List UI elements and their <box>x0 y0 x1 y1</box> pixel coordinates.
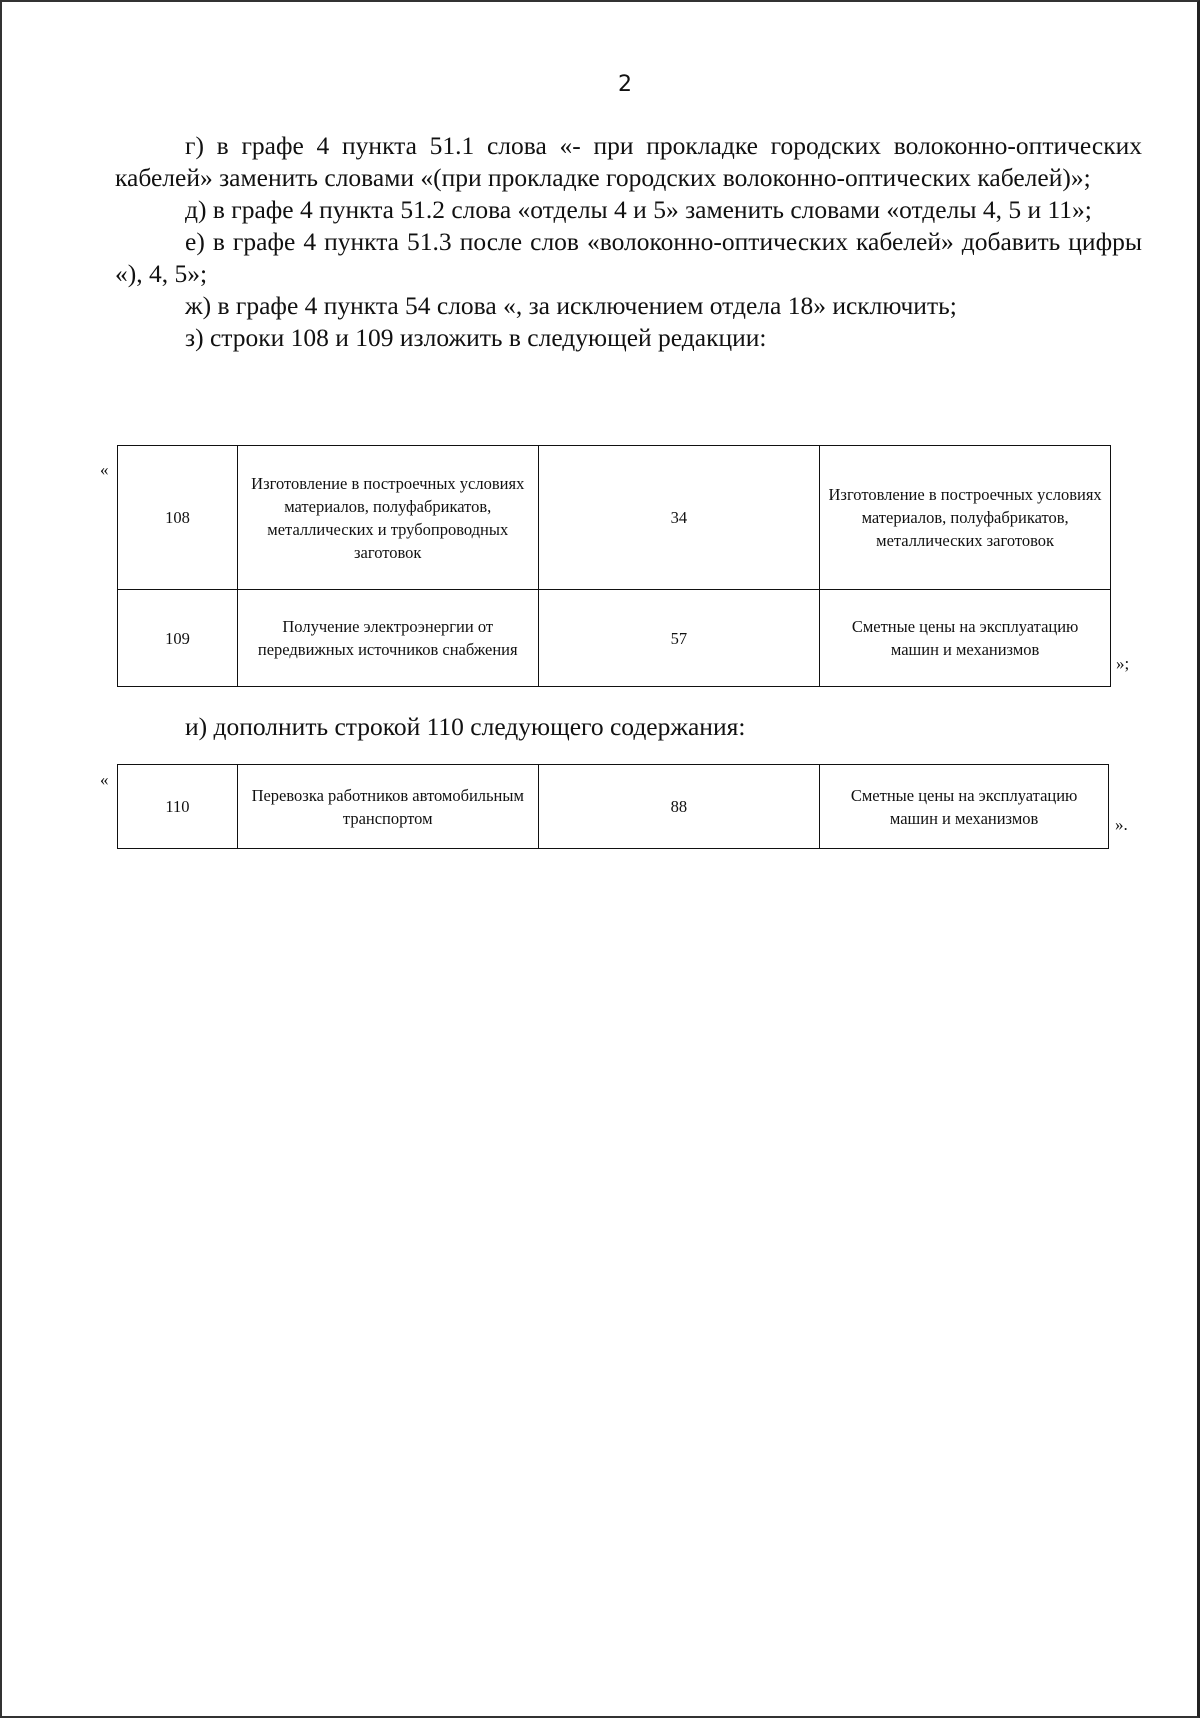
row-number: 109 <box>118 590 238 687</box>
row-name: Получение электроэнергии от передвижных источников снабжения <box>237 590 538 687</box>
paragraph-g: г) в графе 4 пункта 51.1 слова «- при прокладке городских волоконно-оптических кабелей» заменить словами «(при прокладке городских волоконно-оптических кабелей)»; <box>115 131 1142 192</box>
paragraph-e: е) в графе 4 пункта 51.3 после слов «волоконно-оптических кабелей» добавить цифры «), 4, 5»; <box>115 227 1142 288</box>
row-number: 110 <box>118 765 238 849</box>
row-number: 108 <box>118 446 238 590</box>
page-number: 2 <box>618 72 632 97</box>
row-source: Сметные цены на эксплуатацию машин и механизмов <box>820 590 1111 687</box>
table2-close-quote: ». <box>1115 815 1128 834</box>
row-name: Перевозка работников автомобильным транспортом <box>237 765 538 849</box>
table-row <box>118 446 1111 590</box>
table-row-110 <box>117 764 1109 849</box>
row-code: 57 <box>538 590 820 687</box>
paragraph-d: д) в графе 4 пункта 51.2 слова «отделы 4 и 5» заменить словами «отделы 4, 5 и 11»; <box>185 195 1092 224</box>
paragraph-i: и) дополнить строкой 110 следующего содержания: <box>185 712 746 741</box>
row-source: Сметные цены на эксплуатацию машин и механизмов <box>820 765 1109 849</box>
table-rows-108-109 <box>117 445 1111 687</box>
table1-close-quote: »; <box>1116 654 1130 673</box>
row-source: Изготовление в построечных условиях материалов, полуфабрикатов, металлических заготовок <box>820 446 1111 590</box>
table1-open-quote: « <box>100 460 109 479</box>
row-code: 34 <box>538 446 820 590</box>
table2-open-quote: « <box>100 770 109 789</box>
paragraph-zh: ж) в графе 4 пункта 54 слова «, за исключением отдела 18» исключить; <box>185 291 957 320</box>
table-row <box>118 765 1109 849</box>
row-name: Изготовление в построечных условиях материалов, полуфабрикатов, металлических и трубопроводных заготовок <box>237 446 538 590</box>
row-code: 88 <box>538 765 820 849</box>
table-row <box>118 590 1111 687</box>
paragraph-z: з) строки 108 и 109 изложить в следующей редакции: <box>185 323 767 352</box>
amendment-text <box>115 130 1142 354</box>
